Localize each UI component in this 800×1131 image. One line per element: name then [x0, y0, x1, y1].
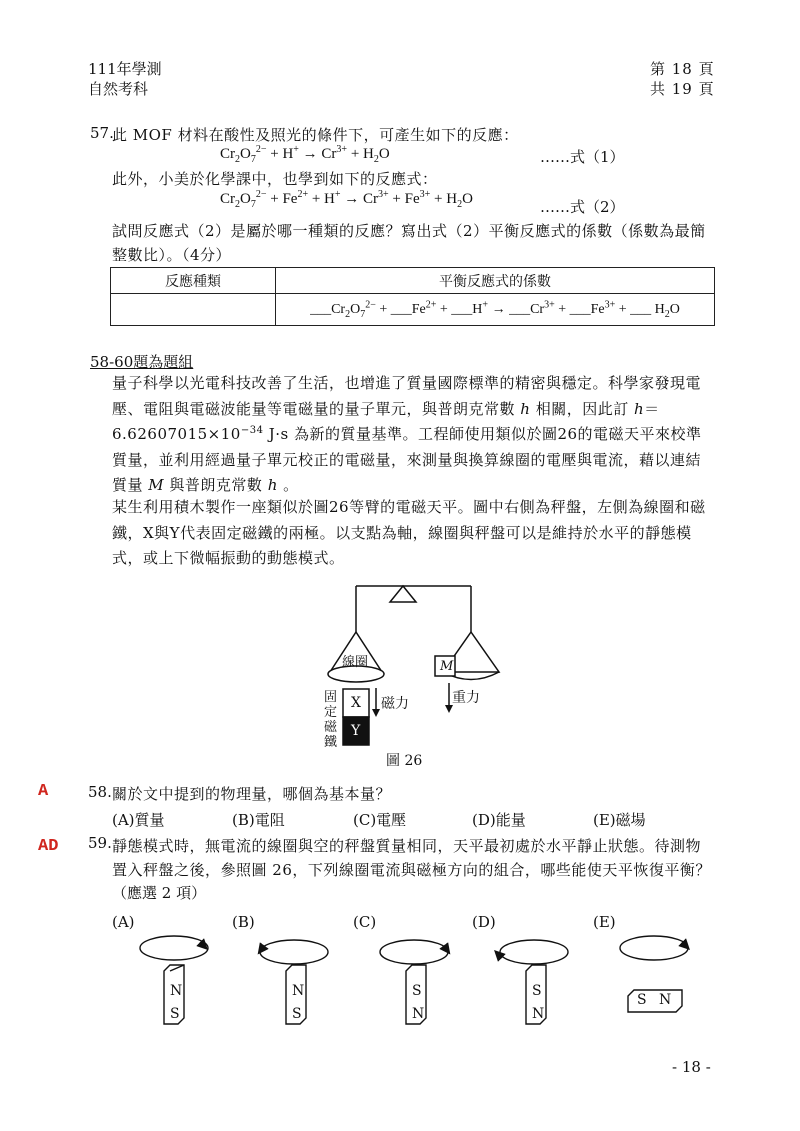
- q57-equation-2: $Cr_2O_7^{2-} + Fe^{2+} + H^+ \to Cr^{3+} + Fe^{3+} + H_2O$: [220, 189, 473, 210]
- q58-option-d[interactable]: (D)能量: [472, 811, 526, 829]
- option-d-top-pole: S: [532, 983, 542, 999]
- option-e-coil: [620, 936, 688, 960]
- q59-answer: AD: [38, 837, 59, 856]
- q58-answer: A: [38, 782, 49, 801]
- option-a-bottom-pole: S: [170, 1006, 180, 1022]
- q57-equation-1: $Cr_2O_7^{2-} + H^+ \to Cr^{3+} + H_2O$: [220, 144, 390, 165]
- subject-title: 自然考科: [88, 80, 149, 98]
- q57-eq2-tag: ……式（2）: [540, 198, 625, 216]
- figure-26-balance: [310, 575, 510, 765]
- option-a-coil: [140, 936, 208, 960]
- page-label: 第 18 頁: [650, 60, 715, 78]
- pole-x-label: X: [351, 695, 361, 711]
- option-d-bottom-pole: N: [532, 1006, 545, 1022]
- q58-option-b[interactable]: (B)電阻: [232, 811, 285, 829]
- option-b-coil: [260, 940, 328, 964]
- option-e-left-pole: S: [637, 992, 647, 1008]
- gravity-label: 重力: [452, 690, 480, 706]
- q58-number: 58.: [88, 783, 112, 801]
- group-paragraph-1: 量子科學以光電科技改善了生活，也增進了質量國際標準的精密與穩定。科學家發現電壓、電阻與電磁波能量等電磁量的量子單元，與普朗克常數 h 相關，因此訂 $h=6.62607015\times 10^{-34}$ J·s 為新的質量基準。工程師使用類似於圖26的電磁天平來校準質量，並利用經過量子單元校正的電磁量，來測量與換算線圈的電壓與電流，藉以連結質量 M 與普朗克常數 h 。: [112, 374, 702, 494]
- q57-number: 57.: [90, 124, 114, 142]
- mass-label: M: [440, 659, 454, 674]
- q59-number: 59.: [88, 834, 112, 852]
- group-paragraph-2: 某生利用積木製作一座類似於圖26等臂的電磁天平。圖中右側為秤盤，左側為線圈和磁鐵，X與Y代表固定磁鐵的兩極。以支點為軸，線圈與秤盤可以是維持於水平的靜態模式，或上下微幅振動的動態模式。: [112, 498, 706, 567]
- q59-option-c-label[interactable]: (C): [353, 913, 377, 931]
- q57-intro: 此 MOF 材料在酸性及照光的條件下，可產生如下的反應：: [112, 126, 519, 144]
- q57-answer-table: [110, 267, 715, 326]
- option-c-coil: [380, 940, 448, 964]
- group-title: 58-60題為題組: [90, 353, 194, 371]
- table-header-type: 反應種類: [111, 268, 276, 294]
- q59-options-figure: [130, 928, 730, 1028]
- option-b-top-pole: N: [292, 983, 305, 999]
- table-header-coeff: 平衡反應式的係數: [276, 268, 715, 294]
- magnet-label: 固定磁鐵: [324, 690, 338, 750]
- option-c-top-pole: S: [412, 983, 422, 999]
- page-footer: - 18 -: [672, 1058, 711, 1076]
- q59-question: 靜態模式時，無電流的線圈與空的秤盤質量相同，天平最初處於水平靜止狀態。待測物置入秤盤之後，參照圖 26，下列線圈電流與磁極方向的組合，哪些能使天平恢復平衡？: [112, 837, 711, 879]
- option-a-top-pole: N: [170, 983, 183, 999]
- q58-question: 關於文中提到的物理量，哪個為基本量？: [112, 785, 392, 803]
- option-e-right-pole: N: [659, 992, 672, 1008]
- figure-caption: 圖 26: [386, 753, 423, 769]
- exam-title: 111年學測: [88, 60, 162, 78]
- q59-note: （應選 2 項）: [112, 884, 207, 902]
- option-d-coil: [500, 940, 568, 964]
- q57-question: 試問反應式（2）是屬於哪一種類的反應？寫出式（2）平衡反應式的係數（係數為最簡整數比）。（4分）: [112, 222, 706, 264]
- q59-option-d-label[interactable]: (D): [472, 913, 496, 931]
- q58-option-c[interactable]: (C)電壓: [353, 811, 407, 829]
- pole-y-label: Y: [351, 723, 361, 739]
- q58-option-e[interactable]: (E)磁場: [593, 811, 646, 829]
- answer-cell-type[interactable]: [111, 294, 276, 326]
- q59-option-a-label[interactable]: (A): [112, 913, 135, 931]
- q58-option-a[interactable]: (A)質量: [112, 811, 165, 829]
- magnetic-force-label: 磁力: [381, 696, 409, 712]
- coil-label: 線圈: [342, 655, 369, 670]
- fulcrum: [390, 586, 416, 602]
- q57-eq1-tag: ……式（1）: [540, 148, 625, 166]
- total-pages: 共 19 頁: [650, 80, 715, 98]
- answer-cell-coeff[interactable]: $\_\_\_Cr_2O_7^{2-}$ + $\_\_\_Fe^{2+}$ + ___H+ → $\_\_\_Cr^{3+}$ + $\_\_\_Fe^{3+}$ + ___ $H_2O$: [276, 294, 715, 326]
- option-c-bottom-pole: N: [412, 1006, 425, 1022]
- q57-mid: 此外，小美於化學課中，也學到如下的反應式：: [112, 170, 438, 188]
- q59-option-e-label[interactable]: (E): [593, 913, 616, 931]
- q59-option-b-label[interactable]: (B): [232, 913, 255, 931]
- option-b-bottom-pole: S: [292, 1006, 302, 1022]
